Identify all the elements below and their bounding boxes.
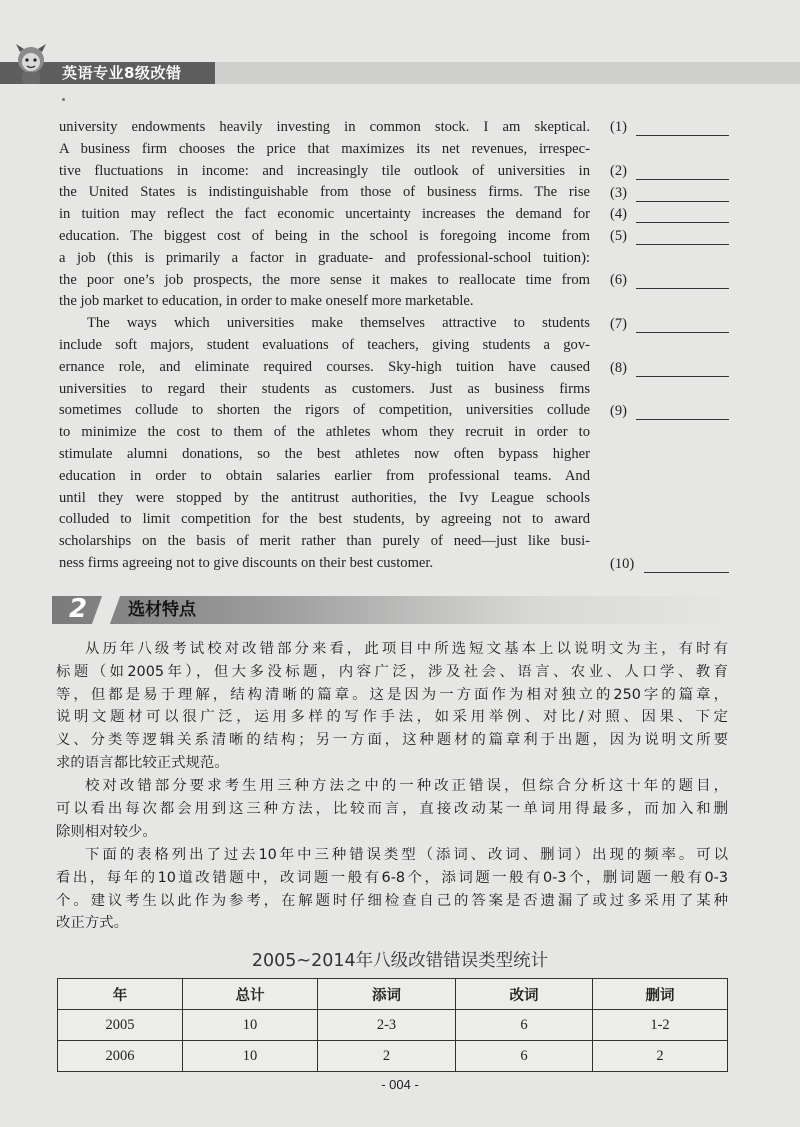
answer-slot-9[interactable] [610, 403, 730, 423]
table-cell: 2005 [58, 1010, 183, 1041]
body-line: 校对改错部分要求考生用三种方法之中的一种改正错误，但综合分析这十年的题目， [85, 778, 728, 794]
body-line: 义、分类等逻辑关系清晰的结构；另一方面，这种题材的篇章利于出题，因为说明文所要 [56, 732, 728, 749]
passage-line: until they were stopped by the antitrust authorities, the Ivy League schools [59, 489, 590, 506]
page-number: - 004 - [381, 1077, 419, 1092]
body-line: 改正方式。 [56, 915, 128, 932]
table-cell: 6 [456, 1041, 593, 1072]
answer-number: (1) [610, 119, 627, 135]
error-type-table [57, 978, 728, 1072]
answer-slot-6[interactable] [610, 272, 730, 292]
column-header: 年 [58, 979, 183, 1010]
column-header: 删词 [593, 979, 728, 1010]
passage-line: tive fluctuations in income: and increasingly tile outlook of universities in [59, 162, 590, 179]
table-cell: 10 [183, 1010, 318, 1041]
passage-line: education in order to obtain salaries earlier from professional teams. And [59, 467, 590, 484]
answer-slot-8[interactable] [610, 360, 730, 380]
passage-line: scholarships on the basis of merit rather than purely of need—just like busi- [59, 533, 590, 550]
column-header: 改词 [456, 979, 593, 1010]
body-line: 看出，每年的10道改错题中，改词题一般有6-8个，添词题一般有0-3个，删词题一般有0-3 [56, 869, 728, 886]
answer-number: (3) [610, 185, 627, 201]
body-paragraph-3 [56, 844, 728, 935]
answer-blank[interactable] [636, 244, 729, 245]
body-line: 等，但都是易于理解，结构清晰的篇章。这是因为一方面作为相对独立的250字的篇章， [56, 686, 728, 703]
table-row [58, 1010, 728, 1041]
table-header-row [58, 979, 728, 1010]
passage-line: ness firms agreeing not to give discounts on their best customer. [59, 554, 434, 571]
passage-line: colluded to limit competition for the best students, by agreeing not to award [59, 511, 590, 528]
passage-line: stimulate alumni donations, so the best athletes now often bypass higher [59, 445, 590, 462]
answer-slot-4[interactable] [610, 206, 730, 226]
answer-blank[interactable] [636, 376, 729, 377]
answer-blank[interactable] [636, 201, 729, 202]
table-cell: 1-2 [593, 1010, 728, 1041]
answer-number: (8) [610, 360, 627, 376]
answer-number: (6) [610, 272, 627, 288]
body-line: 下面的表格列出了过去10年中三种错误类型（添词、改词、删词）出现的频率。可以 [85, 847, 728, 863]
answer-slot-7[interactable] [610, 316, 730, 336]
table-cell: 2006 [58, 1041, 183, 1072]
body-line: 说明文题材可以很广泛，运用多样的写作手法，如采用举例、对比/对照、因果、下定 [56, 709, 728, 726]
answer-number: (4) [610, 206, 627, 222]
passage-line: to minimize the cost to them of the athletes whom they recruit in order to [59, 424, 590, 441]
table-cell: 2 [318, 1041, 456, 1072]
answer-number: (9) [610, 403, 627, 419]
answer-slot-5[interactable] [610, 228, 730, 248]
passage-paragraph-2 [59, 313, 590, 575]
body-paragraph-1 [56, 638, 728, 775]
passage-line: a job (this is primarily a factor in graduate- and professional-school tuition): [59, 249, 590, 266]
body-line: 求的语言都比较正式规范。 [56, 754, 229, 771]
table-row [58, 1041, 728, 1072]
section-number: 2 [68, 594, 88, 624]
passage-paragraph-1 [59, 117, 590, 313]
answer-slot-2[interactable] [610, 163, 730, 183]
mascot-icon [6, 38, 56, 88]
answer-blank[interactable] [636, 288, 729, 289]
column-header: 总计 [183, 979, 318, 1010]
table-cell: 2-3 [318, 1010, 456, 1041]
answer-number: (7) [610, 316, 627, 332]
answer-slot-1[interactable] [610, 119, 730, 139]
answer-blank[interactable] [636, 222, 729, 223]
answer-number: (10) [610, 556, 635, 572]
passage-line: the poor one’s job prospects, the more sense it makes to reallocate time from [59, 271, 590, 288]
answer-slot-3[interactable] [610, 185, 730, 205]
passage-line: the United States is indistinguishable from those of business firms. The rise [59, 184, 590, 201]
answer-number: (5) [610, 228, 627, 244]
passage-line: education. The biggest cost of being in the school is foregoing income from [59, 227, 590, 244]
table-title: 2005~2014年八级改错错误类型统计 [251, 951, 549, 971]
body-line: 个。建议考生以此作为参考，在解题时仔细检查自己的答案是否遗漏了或过多采用了某种 [56, 892, 728, 909]
answer-blank[interactable] [636, 332, 729, 333]
passage-line: the job market to education, in order to make oneself more marketable. [59, 293, 474, 310]
answer-slot-10[interactable] [610, 556, 730, 576]
dot-mark [62, 98, 65, 101]
body-line: 从历年八级考试校对改错部分来看，此项目中所选短文基本上以说明文为主，有时有 [85, 641, 728, 657]
table-cell: 6 [456, 1010, 593, 1041]
passage-line: ernance role, and eliminate required courses. Sky-high tuition have caused [59, 358, 590, 375]
answer-blank[interactable] [644, 572, 729, 573]
answer-number: (2) [610, 163, 627, 179]
body-line: 可以看出每次都会用到这三种方法，比较而言，直接改动某一单词用得最多，而加入和删 [56, 800, 728, 817]
passage-line: The ways which universities make themselves attractive to students [87, 315, 590, 332]
passage-line: universities to regard their students as customers. Just as business firms [59, 380, 590, 397]
body-line: 标题（如2005年），但大多没标题，内容广泛，涉及社会、语言、农业、人口学、教育 [56, 663, 728, 680]
body-paragraph-2 [56, 775, 728, 843]
book-title: 英语专业8级改错 [62, 64, 182, 82]
table-cell: 2 [593, 1041, 728, 1072]
answer-blank[interactable] [636, 419, 729, 420]
answer-blank[interactable] [636, 135, 729, 136]
body-line: 除则相对较少。 [56, 823, 157, 840]
table-cell: 10 [183, 1041, 318, 1072]
passage-line: sometimes collude to shorten the rigors of competition, universities collude [59, 402, 590, 419]
section-title: 选材特点 [128, 600, 196, 620]
passage-line: university endowments heavily investing in common stock. I am skeptical. [59, 119, 590, 135]
column-header: 添词 [318, 979, 456, 1010]
passage-line: in tuition may reflect the fact economic uncertainty increases the demand for [59, 206, 590, 223]
error-correction-passage [59, 117, 590, 575]
passage-line: A business firm chooses the price that maximizes its net revenues, irrespec- [59, 140, 590, 157]
passage-line: include soft majors, student evaluations of teachers, giving students a gov- [59, 336, 590, 353]
answer-blank[interactable] [636, 179, 729, 180]
